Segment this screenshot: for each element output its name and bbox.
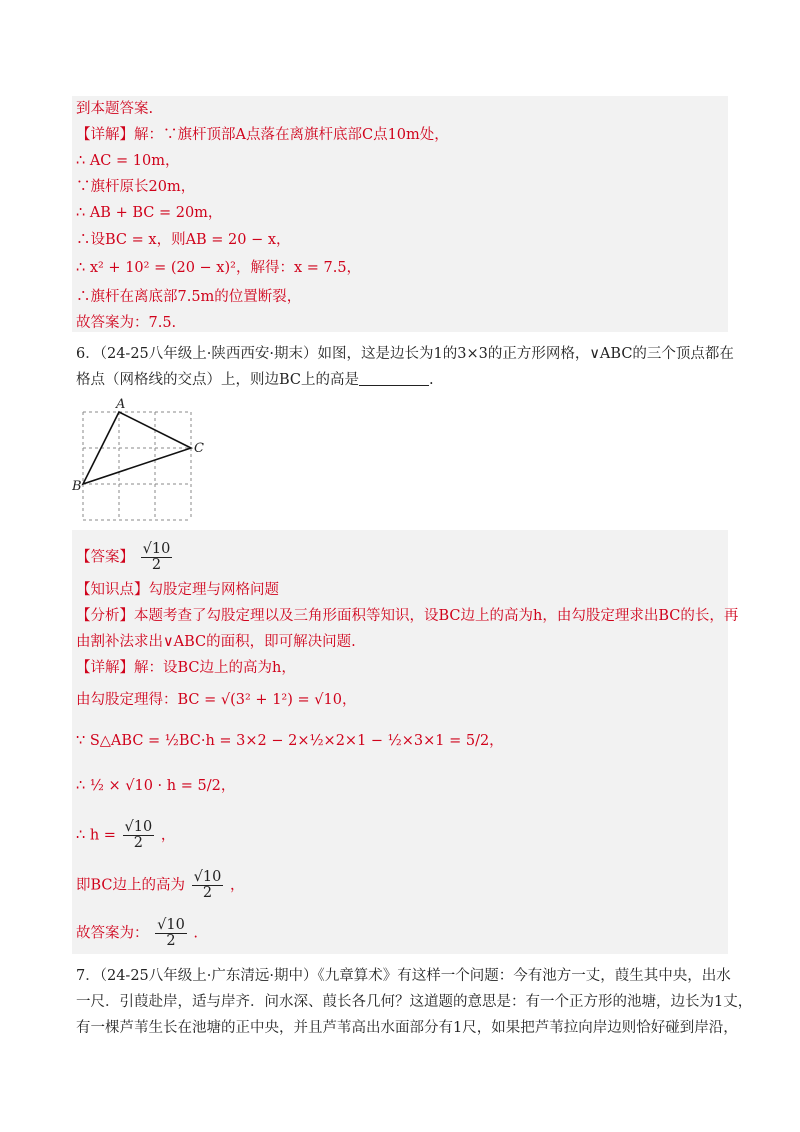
solution-line: ∴ x² + 10² = (20 − x)²，解得：x = 7.5，	[76, 260, 362, 276]
final-answer-line: 故答案为： $\frac{√10}{2}$ .	[76, 917, 199, 949]
pythagoras-line: 由勾股定理得：BC = √(3² + 1²) = √10，	[76, 692, 357, 708]
conclusion-line: 即BC边上的高为 $\frac{√10}{2}$ ，	[76, 869, 245, 901]
question-7-line3: 有一棵芦苇生长在池塘的正中央，并且芦苇高出水面部分有1尺，如果把芦苇拉向岸边则恰好碰到岸沿，	[76, 1020, 738, 1036]
solution-line: ∴ AC = 10m，	[76, 153, 180, 169]
solution-line: ∴ AB + BC = 20m，	[76, 205, 223, 221]
detail-line: 【详解】解：设BC边上的高为h，	[76, 660, 296, 676]
question-6-line2	[76, 370, 434, 390]
vertex-label-c: C	[194, 441, 204, 456]
answer-line	[76, 542, 174, 573]
solution-line: 到本题答案.	[76, 101, 154, 117]
solution-line: ∴旗杆在离底部7.5m的位置断裂，	[76, 289, 302, 305]
solution-line: ∴设BC = x，则AB = 20 − x，	[76, 232, 291, 248]
vertex-label-a: A	[116, 397, 126, 412]
question-7-line2: 一尺．引葭赴岸，适与岸齐．问水深、葭长各几何？这道题的意思是：有一个正方形的池塘，边长为1丈，	[76, 994, 753, 1010]
area-line: ∵ S△ABC = ½BC·h = 3×2 − 2×½×2×1 − ½×3×1 = 5/2，	[76, 733, 504, 749]
solution-line: 【详解】解：∵旗杆顶部A点落在离旗杆底部C点10m处，	[76, 127, 449, 143]
grid-triangle-figure	[72, 396, 212, 522]
knowledge-point: 【知识点】勾股定理与网格问题	[76, 582, 279, 598]
height-fraction: $\frac{√10}{2}$	[124, 819, 153, 851]
answer-fraction: $\frac{√10}{2}$	[142, 541, 171, 573]
solution-line: ∵旗杆原长20m，	[76, 179, 196, 195]
height-line: ∴ h = $\frac{√10}{2}$ ，	[76, 819, 176, 851]
answer-blank	[359, 371, 429, 386]
conclusion-fraction: $\frac{√10}{2}$	[193, 869, 222, 901]
solution-line: 故答案为：7.5.	[76, 315, 177, 331]
final-fraction: $\frac{√10}{2}$	[157, 917, 185, 949]
equation-line: ∴ ½ × √10 · h = 5/2，	[76, 778, 236, 794]
vertex-label-b: B	[72, 479, 82, 494]
question-6-end: .	[429, 372, 434, 388]
analysis-line: 【分析】本题考查了勾股定理以及三角形面积等知识，设BC边上的高为h，由勾股定理求出BC的长，再	[76, 608, 739, 624]
question-6-line1: 6．（24-25八年级上·陕西西安·期末）如图，这是边长为1的3×3的正方形网格，∨ABC的三个顶点都在	[76, 346, 734, 362]
analysis-line: 由割补法求出∨ABC的面积，即可解决问题.	[76, 634, 356, 650]
question-6-text: 格点（网格线的交点）上，则边BC上的高是	[76, 372, 360, 388]
answer-label: 【答案】	[76, 549, 134, 566]
question-7-line1: 7．（24-25八年级上·广东清远·期中）《九章算术》有这样一个问题：今有池方一丈，葭生其中央，出水	[76, 968, 731, 984]
